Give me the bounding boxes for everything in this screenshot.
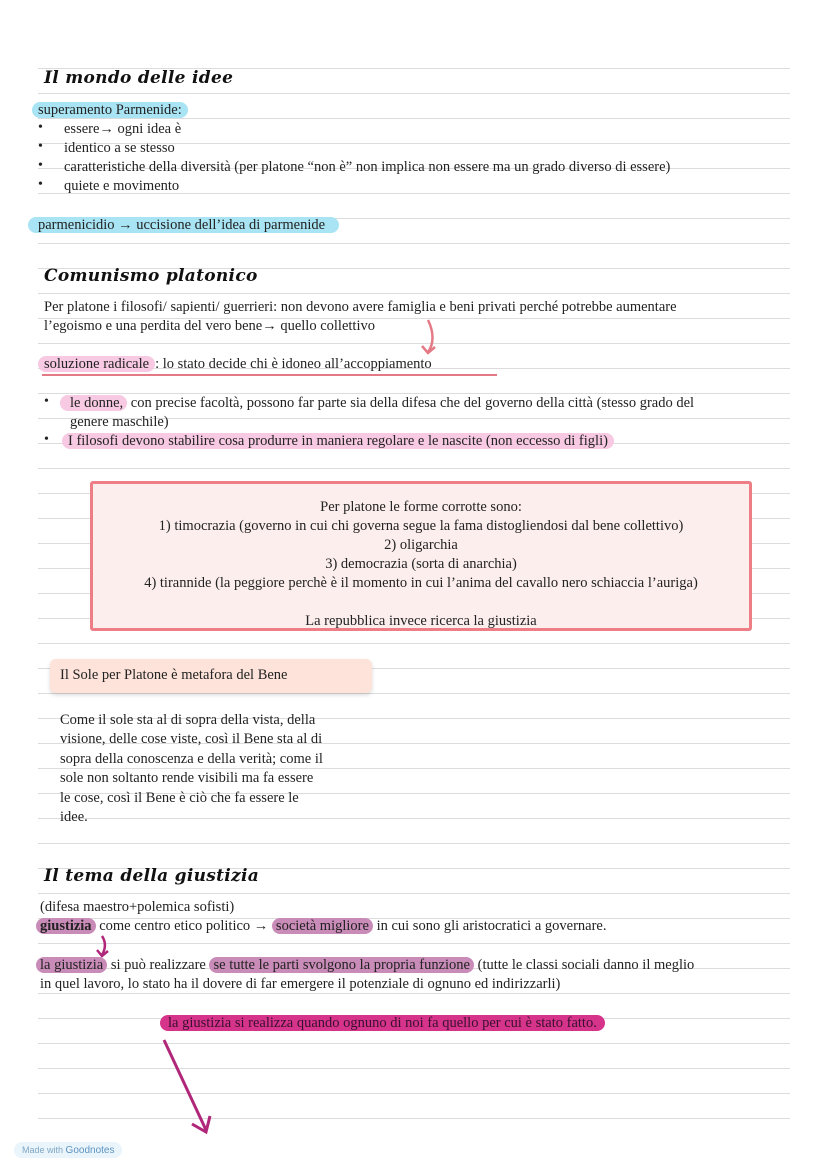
section-heading-ideas: Il mondo delle idee [44, 68, 234, 88]
bullet-item: identico a se stesso [64, 140, 175, 156]
bullet-dot: • [38, 177, 43, 192]
bullet-dot: • [38, 120, 43, 135]
women-continuation: genere maschile) [70, 414, 169, 430]
solution-underline [42, 374, 497, 376]
box-line: 3) democrazia (sorta di anarchia) [325, 556, 517, 572]
centre-text: come centro etico politico → [95, 918, 272, 934]
goodnotes-badge [14, 1142, 122, 1158]
bullet-dot: • [44, 394, 49, 409]
sun-title: Il Sole per Platone è metafora del Bene [60, 667, 288, 683]
subtitle-parmenide [32, 101, 188, 120]
parts-highlight: se tutte le parti svolgono la propria funzione [209, 957, 474, 973]
justice-centre-line [36, 917, 606, 936]
solution-highlight: soluzione radicale [38, 356, 155, 372]
box-line: 4) tirannide (la peggiore perchè è il momento in cui l’anima del cavallo nero schiaccia l’auriga) [144, 575, 698, 591]
conclusion-highlight: la giustizia si realizza quando ognuno di noi fa quello per cui è stato fatto. [160, 1015, 605, 1031]
sun-card [50, 659, 372, 693]
section-heading-communism: Comunismo platonico [44, 266, 258, 286]
bullet-dot: • [38, 139, 43, 154]
box-line: 1) timocrazia (governo in cui chi governa segue la fama distogliendosi dal bene collettivo) [158, 518, 684, 534]
bullet-item: essere→ ogni idea è [64, 121, 182, 137]
women-highlight: le donne, [60, 395, 127, 411]
intro-line: Per platone i filosofi/ sapienti/ guerrieri: non devono avere famiglia e beni privati perché potrebbe aumentare [44, 299, 677, 315]
bullet-dot: • [44, 432, 49, 447]
conclusion-line [160, 1014, 605, 1033]
box-line: Per platone le forme corrotte sono: [320, 499, 522, 515]
corrupt-forms-box [90, 481, 752, 631]
bullet-item: caratteristiche della diversità (per platone “non è” non implica non essere ma un grado diverso di essere) [64, 159, 671, 175]
defense-line: (difesa maestro+polemica sofisti) [40, 899, 235, 915]
justice-highlight: la giustizia [36, 957, 107, 973]
bullet-item: quiete e movimento [64, 178, 180, 194]
sun-paragraph-line: sole non soltanto rende visibili ma fa essere [60, 770, 314, 787]
sun-paragraph-line: idee. [60, 809, 88, 826]
section-heading-justice: Il tema della giustizia [44, 866, 260, 886]
box-footer: La repubblica invece ricerca la giustizia [305, 613, 537, 629]
sun-paragraph-line: Come il sole sta al di sopra della vista, della [60, 712, 316, 728]
sun-paragraph-line: visione, delle cose viste, così il Bene sta al di [60, 731, 323, 748]
women-text: con precise facoltà, possono far parte sia della difesa che del governo della città (stesso grado del [127, 395, 695, 411]
philosophers-highlight: I filosofi devono stabilire cosa produrre in maniera regolare e le nascite (non eccesso di figli) [62, 433, 614, 449]
state-duty-line: in quel lavoro, lo stato ha il dovere di far emergere il potenziale di ognuno ed indirizzarli) [40, 976, 561, 992]
made-with-label: Made with [22, 1145, 64, 1155]
parricide-highlight: parmenicidio → uccisione dell’idea di parmenide [28, 217, 339, 233]
sun-paragraph-line: sopra della conoscenza e della verità; come il [60, 750, 323, 767]
intro-line: l’egoismo e una perdita del vero bene→ quello collettivo [44, 318, 375, 334]
better-society-highlight: società migliore [272, 918, 373, 934]
brand-label: Goodnotes [65, 1145, 115, 1156]
sun-paragraph-line: le cose, così il Bene è ciò che fa essere le [60, 789, 299, 806]
long-arrow-icon [158, 1036, 218, 1138]
solution-line [38, 355, 432, 374]
curved-arrow-icon [418, 318, 442, 356]
centre-end: in cui sono gli aristocratici a governare. [372, 918, 607, 934]
bullet-dot: • [38, 158, 43, 173]
justice-realize-line [36, 956, 694, 975]
solution-text: : lo stato decide chi è idoneo all’accoppiamento [155, 356, 432, 372]
philosophers-line [62, 432, 614, 451]
women-line [60, 394, 694, 413]
parricide-line [28, 216, 339, 235]
justice-word: giustizia [36, 918, 96, 934]
box-line: 2) oligarchia [384, 537, 458, 553]
realize-text: si può realizzare [107, 957, 210, 973]
classes-text: (tutte le classi sociali danno il meglio [473, 957, 695, 973]
subtitle-highlight: superamento Parmenide: [32, 102, 188, 118]
sun-paragraph [60, 711, 370, 827]
